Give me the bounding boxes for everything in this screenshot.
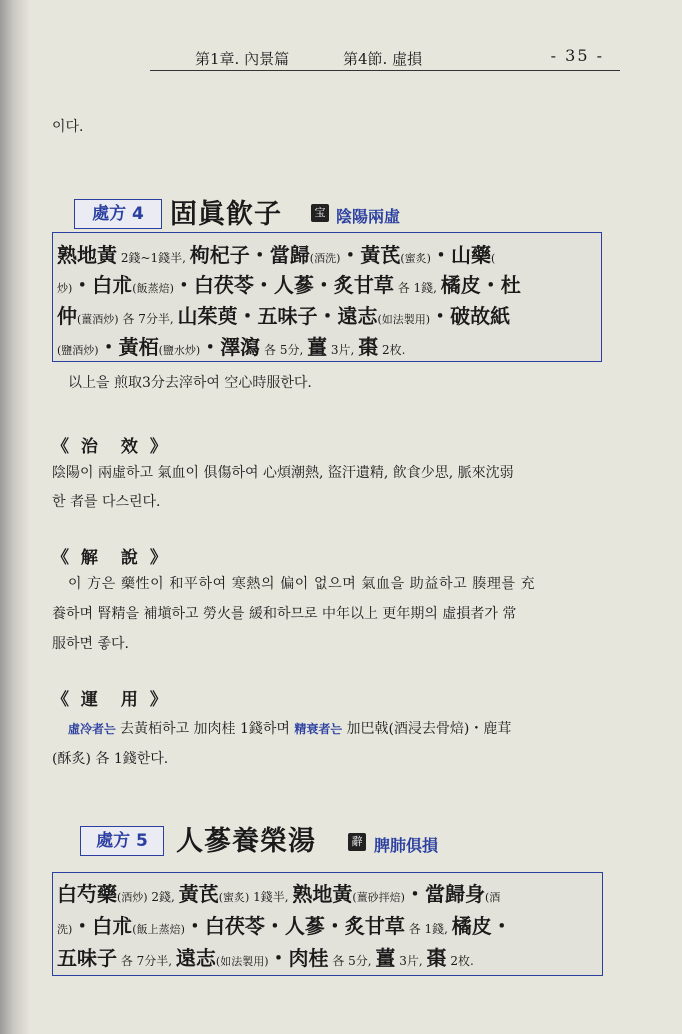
header-chapter: 第1章. 內景篇 bbox=[195, 50, 290, 68]
seal-icon: 宝 bbox=[311, 204, 329, 222]
usage-label-weak: 精衰者는 bbox=[294, 722, 342, 736]
section-heading-usage: 《 運 用 》 bbox=[52, 690, 170, 710]
prescription-name-4: 固眞飮子 bbox=[170, 199, 282, 230]
ingredient-line: 洗)・白朮(飯上蒸焙)・白茯苓・人蔘・炙甘草 各 1錢, 橘皮・ bbox=[57, 914, 512, 938]
usage-label-cold: 虛冷者는 bbox=[68, 722, 116, 736]
ingredient-line: 白芍藥(酒炒) 2錢, 黃芪(蜜炙) 1錢半, 熟地黃(薑砂拌焙)・當歸身(酒 bbox=[57, 882, 501, 906]
prescription-tag-5: 處方 5 bbox=[80, 826, 164, 856]
ingredient-line: 仲(薑酒炒) 各 7分半, 山茱萸・五味子・遠志(如法製用)・破故紙 bbox=[57, 304, 511, 328]
efficacy-text-line: 한 者를 다스린다. bbox=[52, 494, 161, 510]
prescription-desc-4: 陰陽兩虛 bbox=[336, 207, 401, 226]
usage-text-cold: 去黃栢하고 加肉桂 1錢하며 bbox=[120, 721, 290, 737]
section-heading-explanation: 《 解 說 》 bbox=[52, 548, 170, 568]
ingredient-box-5 bbox=[52, 872, 603, 976]
intro-text: 이다. bbox=[52, 119, 84, 135]
prescription-tag-4: 處方 4 bbox=[74, 199, 162, 229]
ingredient-line: 熟地黃 2錢~1錢半, 枸杞子・當歸(酒洗)・黃芪(蜜炙)・山藥( bbox=[57, 243, 496, 267]
section-heading-efficacy: 《 治 效 》 bbox=[52, 437, 170, 457]
preparation-method: 以上을 煎取3分去滓하여 空心時服한다. bbox=[68, 375, 312, 391]
usage-text-line bbox=[68, 718, 511, 738]
prescription-name-5: 人蔘養榮湯 bbox=[176, 826, 316, 857]
ingredient-line: 五味子 各 7分半, 遠志(如法製用)・肉桂 各 5分, 薑 3片, 棗 2枚. bbox=[57, 946, 474, 970]
usage-text-line: (酥炙) 各 1錢한다. bbox=[52, 751, 169, 767]
prescription-desc-5: 脾肺俱損 bbox=[374, 836, 439, 855]
ingredient-line: 炒)・白朮(飯蒸焙)・白茯苓・人蔘・炙甘草 各 1錢, 橘皮・杜 bbox=[57, 273, 521, 297]
explanation-text-line: 養하며 腎精을 補塡하고 勞火를 緩和하므로 中年以上 更年期의 虛損者가 常 bbox=[52, 606, 517, 622]
explanation-text-line: 服하면 좋다. bbox=[52, 636, 129, 652]
page-number: - 35 - bbox=[550, 46, 604, 65]
efficacy-text-line: 陰陽이 兩虛하고 氣血이 俱傷하여 心煩潮熱, 盜汗遺精, 飮食少思, 脈來沈弱 bbox=[52, 465, 514, 481]
ingredient-line: (鹽酒炒)・黃栢(鹽水炒)・澤瀉 各 5分, 薑 3片, 棗 2枚. bbox=[57, 335, 406, 359]
usage-text-weak: 加巴戟(酒浸去骨焙)・鹿茸 bbox=[346, 721, 512, 737]
ingredient-box-4 bbox=[52, 232, 602, 362]
explanation-text-line: 이 方은 藥性이 和平하여 寒熱의 偏이 없으며 氣血을 助益하고 腠理를 充 bbox=[68, 576, 536, 592]
seal-icon: 辭 bbox=[348, 833, 366, 851]
header-section: 第4節. 虛損 bbox=[343, 50, 423, 68]
running-header bbox=[150, 44, 620, 71]
